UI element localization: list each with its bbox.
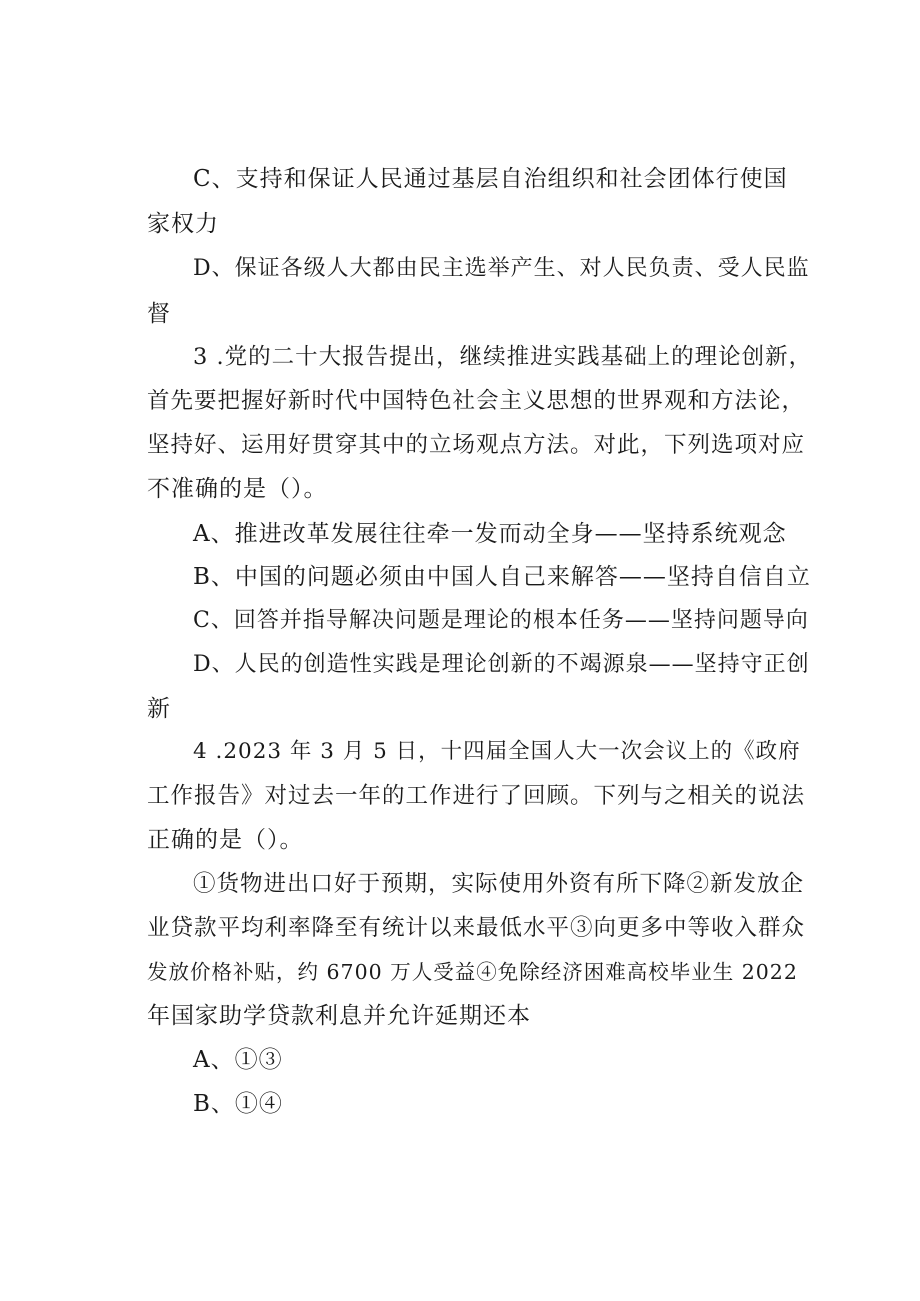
question-3-line2: 首先要把握好新时代中国特色社会主义思想的世界观和方法论， xyxy=(147,388,806,414)
option-d-q2-line2: 督 xyxy=(147,301,171,327)
question-3-line1: 3 .党的二十大报告提出，继续推进实践基础上的理论创新， xyxy=(193,344,813,370)
option-a-q3: A、推进改革发展往往牵一发而动全身——坚持系统观念 xyxy=(193,521,787,547)
statements-line1: ①货物进出口好于预期，实际使用外资有所下降②新发放企 xyxy=(193,871,805,897)
option-d-q3-line1: D、人民的创造性实践是理论创新的不竭源泉——坚持守正创 xyxy=(193,652,810,677)
option-b-q4: B、①④ xyxy=(193,1091,283,1117)
statements-line4: 年国家助学贷款利息并允许延期还本 xyxy=(147,1003,531,1029)
question-3-line3: 坚持好、运用好贯穿其中的立场观点方法。对此，下列选项对应 xyxy=(147,432,806,458)
option-d-q2-line1: D、保证各级人大都由民主选举产生、对人民负责、受人民监 xyxy=(193,256,810,281)
option-c-q2-line1: C、支持和保证人民通过基层自治组织和社会团体行使国 xyxy=(193,166,788,192)
option-b-q3: B、中国的问题必须由中国人自己来解答——坚持自信自立 xyxy=(193,564,811,590)
question-4-line3: 正确的是（）。 xyxy=(147,827,304,853)
question-3-line4: 不准确的是（）。 xyxy=(147,476,328,502)
option-d-q3-line2: 新 xyxy=(147,696,171,722)
option-c-q3: C、回答并指导解决问题是理论的根本任务——坚持问题导向 xyxy=(193,608,809,633)
option-a-q4: A、①③ xyxy=(193,1047,283,1073)
statements-line2: 业贷款平均利率降至有统计以来最低水平③向更多中等收入群众 xyxy=(147,915,806,941)
statements-line3: 发放价格补贴，约 6700 万人受益④免除经济困难高校毕业生 2022 xyxy=(147,960,798,984)
question-4-line2: 工作报告》对过去一年的工作进行了回顾。下列与之相关的说法 xyxy=(147,783,806,809)
option-c-q2-line2: 家权力 xyxy=(147,211,219,237)
question-4-line1: 4 .2023 年 3 月 5 日，十四届全国人大一次会议上的《政府 xyxy=(193,739,801,764)
